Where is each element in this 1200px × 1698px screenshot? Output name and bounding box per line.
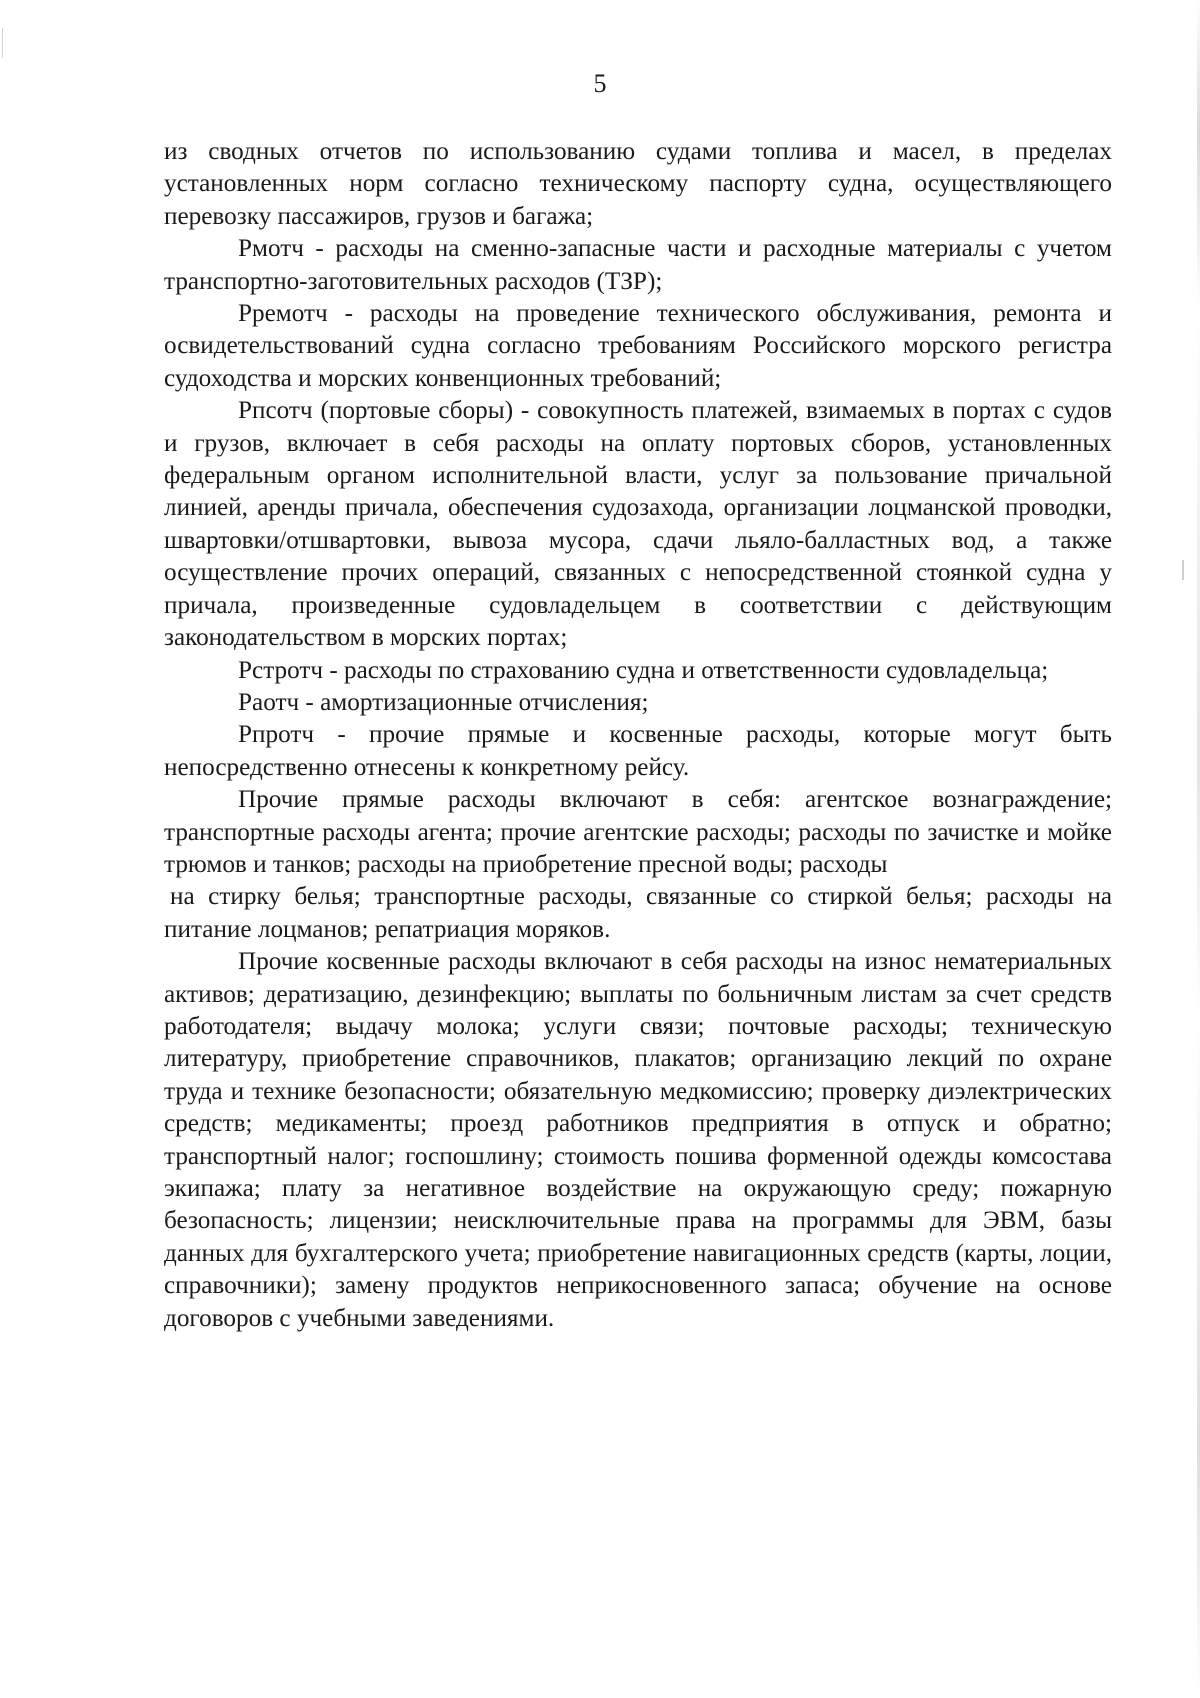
paragraph-rstrotch: Рстротч - расходы по страхованию судна и ответственности судовладельца;	[238, 656, 1049, 684]
page-number: 5	[593, 69, 607, 98]
paragraph-direct-costs: Прочие прямые расходы включают в себя: агентское вознаграждение; транспортные расходы агента; прочие агентские расходы; расходы по зачистке и мойке трюмов и танков; расходы на приобретение пресной воды; расходы	[164, 786, 1112, 878]
paragraph-indirect-costs: Прочие косвенные расходы включают в себя расходы на износ нематериальных активов; дератизацию, дезинфекцию; выплаты по больничным листам за счет средств работодателя; выдачу молока; услуги связи; почтовые расходы; техническую литературу, приобретение справочников, плакатов; организацию лекций по охране труда и технике безопасности; обязательную медкомиссию; проверку диэлектрических средств; медикаменты; проезд работников предприятия в отпуск и обратно; транспортный налог; госпошлину; стоимость пошива форменной одежды комсостава экипажа; плату за негативное воздействие на окружающую среду; пожарную безопасность; лицензии; неисключительные права на программы для ЭВМ, базы данных для бухгалтерского учета; приобретение навигационных средств (карты, лоции, справочники); замену продуктов неприкосновенного запаса; обучение на основе договоров с учебными заведениями.	[164, 948, 1112, 1332]
paragraph-rremotch: Рремотч - расходы на проведение технического обслуживания, ремонта и освидетельствований судна согласно требованиям Российского морского регистра судоходства и морских конвенционных требований;	[164, 300, 1112, 392]
paragraph-direct-costs-continued: на стирку белья; транспортные расходы, связанные со стиркой белья; расходы на питание лоцманов; репатриация моряков.	[164, 883, 1112, 943]
scan-mark	[2, 28, 3, 58]
document-body	[164, 136, 1112, 1335]
paragraph-raotch: Раотч - амортизационные отчисления;	[238, 688, 649, 716]
paragraph-continuation: из сводных отчетов по использованию судами топлива и масел, в пределах установленных норм согласно техническому паспорту судна, осуществляющего перевозку пассажиров, грузов и багажа;	[164, 138, 1112, 230]
paragraph-rprotch: Рпротч - прочие прямые и косвенные расходы, которые могут быть непосредственно отнесены к конкретному рейсу.	[164, 721, 1112, 781]
paragraph-rmotch: Рмотч - расходы на сменно-запасные части и расходные материалы с учетом транспортно-заготовительных расходов (ТЗР);	[164, 235, 1112, 295]
paragraph-rpsotch: Рпсотч (портовые сборы) - совокупность платежей, взимаемых в портах с судов и грузов, включает в себя расходы на оплату портовых сборов, установленных федеральным органом исполнительной власти, услуг за пользование причальной линией, аренды причала, обеспечения судозахода, организации лоцманской проводки, швартовки/отшвартовки, вывоза мусора, сдачи льяло-балластных вод, а также осуществление прочих операций, связанных с непосредственной стоянкой судна у причала, произведенные судовладельцем в соответствии с действующим законодательством в морских портах;	[164, 397, 1112, 652]
scan-mark	[1182, 560, 1184, 580]
